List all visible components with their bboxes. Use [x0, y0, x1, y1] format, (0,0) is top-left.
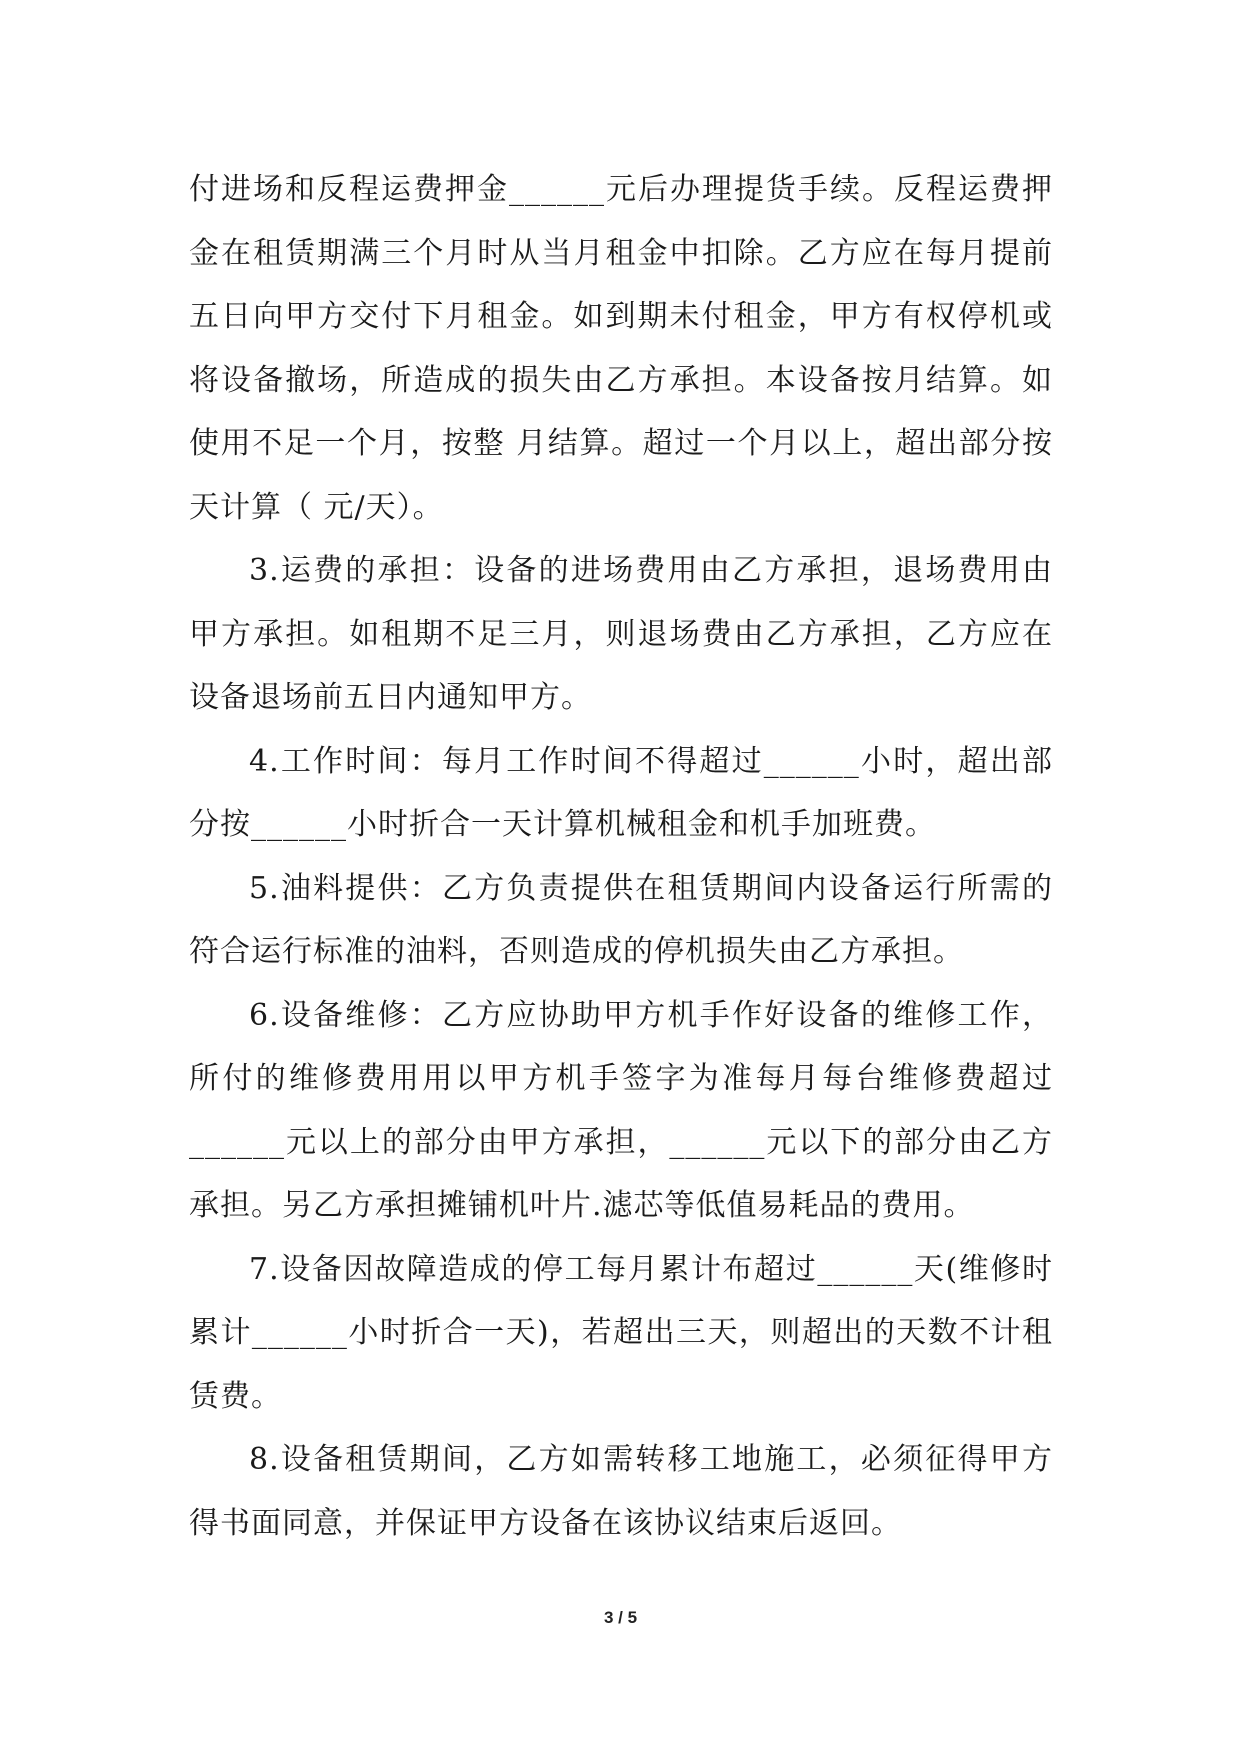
paragraph-rent-payment: 付进场和反程运费押金______元后办理提货手续。反程运费押金在租赁期满三个月时从当月租金中扣除。乙方应在每月提前五日向甲方交付下月租金。如到期未付租金，甲方有权停机或将设备撤场，所造成的损失由乙方承担。本设备按月结算。如使用不足一个月，按整 月结算。超过一个月以上，超出部分按 天计算（ 元/天）。 [189, 172, 1053, 525]
paragraph-equipment-repair: 6.设备维修：乙方应协助甲方机手作好设备的维修工作，所付的维修费用用以甲方机手签字为准每月每台维修费超过______元以上的部分由甲方承担，______元以下的部分由乙方承担。另乙方承担摊铺机叶片.滤芯等低值易耗品的费用。 [189, 997, 1053, 1223]
document-body [189, 158, 1053, 1555]
paragraph-fuel-supply: 5.油料提供：乙方负责提供在租赁期间内设备运行所需的符合运行标准的油料，否则造成的停机损失由乙方承担。 [189, 870, 1053, 969]
paragraph-freight: 3.运费的承担：设备的进场费用由乙方承担，退场费用由甲方承担。如租期不足三月，则退场费由乙方承担，乙方应在设备退场前五日内通知甲方。 [189, 553, 1053, 715]
paragraph-working-hours: 4.工作时间：每月工作时间不得超过______小时，超出部分按______小时折合一天计算机械租金和机手加班费。 [189, 743, 1053, 842]
paragraph-site-transfer: 8.设备租赁期间，乙方如需转移工地施工，必须征得甲方得书面同意，并保证甲方设备在该协议结束后返回。 [189, 1442, 1053, 1541]
paragraph-downtime: 7.设备因故障造成的停工每月累计布超过______天(维修时累计______小时折合一天)，若超出三天，则超出的天数不计租赁费。 [189, 1251, 1053, 1414]
page-number: 3 / 5 [603, 1608, 638, 1627]
